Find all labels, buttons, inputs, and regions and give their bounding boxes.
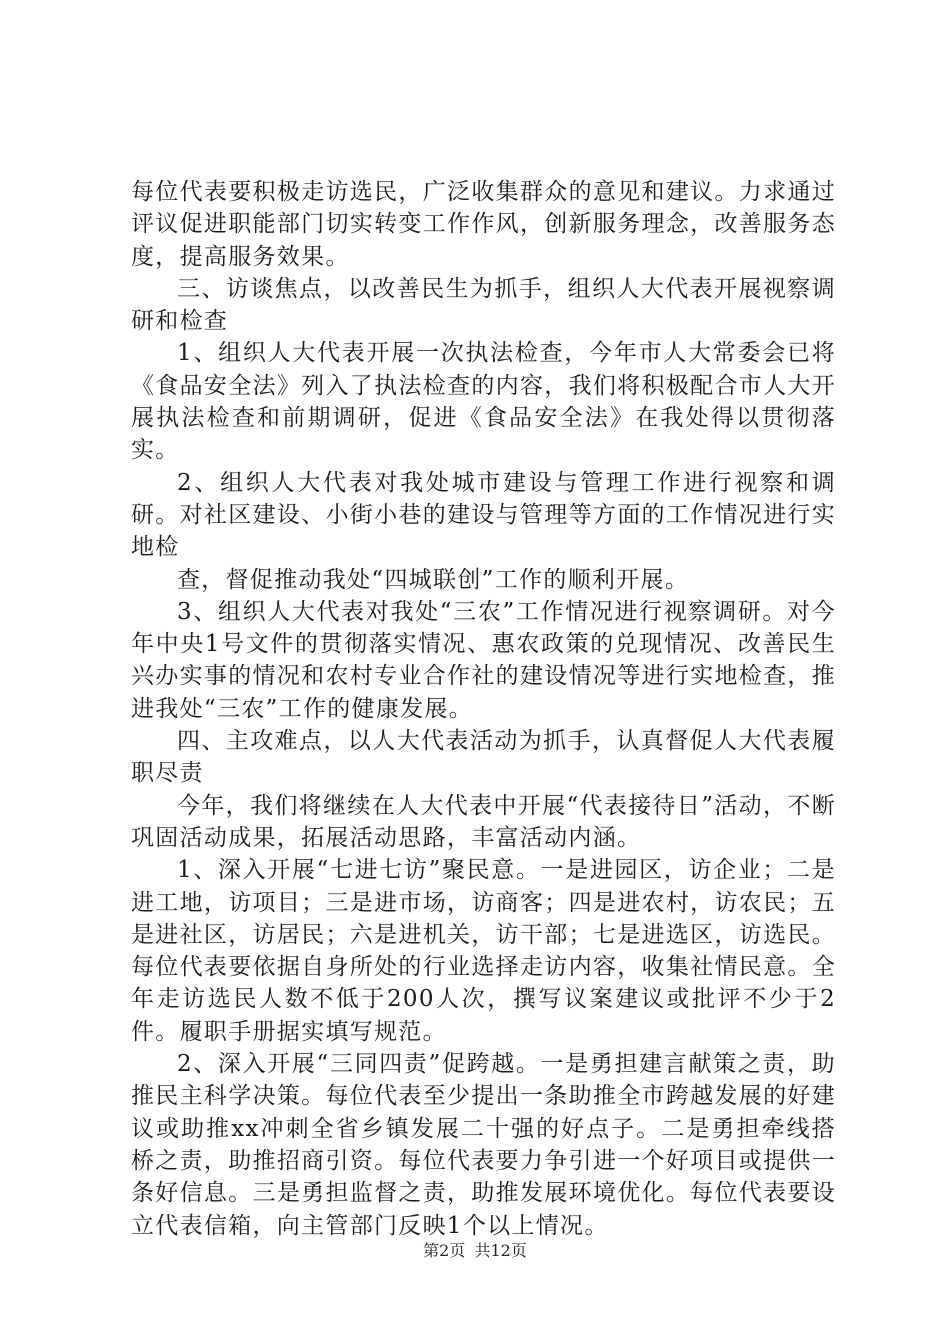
paragraph-3-3: 3、组织人大代表对我处“三农”工作情况进行视察调研。对今年中央1号文件的贯彻落实情况、惠农政策的兑现情况、改善民生兴办实事的情况和农村专业合作社的建设情况等进行实地检查，推进我处“三农”工作的健康发展。 [131, 598, 836, 722]
page-total: 共12页 [474, 1241, 527, 1260]
paragraph-4-2: 2、深入开展“三同四责”促跨越。一是勇担建言献策之责，助推民主科学决策。每位代表至少提出一条助推全市跨越发展的好建议或助推xx冲刺全省乡镇发展二十强的好点子。二是勇担牵线搭桥之责，助推招商引资。每位代表要力争引进一个好项目或提供一条好信息。三是勇担监督之责，助推发展环境优化。每位代表要设立代表信箱，向主管部门反映1个以上情况。 [131, 1051, 836, 1239]
page-footer [0, 1241, 950, 1261]
section-heading-4: 四、主攻难点，以人大代表活动为抓手，认真督促人大代表履职尽责 [131, 728, 836, 787]
paragraph-4-1: 1、深入开展“七进七访”聚民意。一是进园区，访企业；二是进工地，访项目；三是进市场，访商客；四是进农村，访农民；五是进社区，访居民；六是进机关，访干部；七是进选区，访选民。每位代表要依据自身所处的行业选择走访内容，收集社情民意。全年走访选民人数不低于200人次，撰写议案建议或批评不少于2件。履职手册据实填写规范。 [131, 857, 836, 1045]
paragraph-3-1: 1、组织人大代表开展一次执法检查，今年市人大常委会已将《食品安全法》列入了执法检查的内容，我们将积极配合市人大开展执法检查和前期调研，促进《食品安全法》在我处得以贯彻落实。 [131, 340, 836, 464]
paragraph-3-2-cont: 查，督促推动我处“四城联创”工作的顺利开展。 [177, 566, 690, 593]
paragraph-4-intro: 今年，我们将继续在人大代表中开展“代表接待日”活动，不断巩固活动成果，拓展活动思路，丰富活动内涵。 [131, 792, 836, 851]
document-body [131, 176, 836, 1242]
section-heading-3: 三、访谈焦点，以改善民生为抓手，组织人大代表开展视察调研和检查 [131, 275, 836, 335]
page-number: 第2页 [423, 1241, 466, 1260]
paragraph-1: 每位代表要积极走访选民，广泛收集群众的意见和建议。力求通过评议促进职能部门切实转变工作作风，创新服务理念，改善服务态度，提高服务效果。 [131, 179, 836, 270]
paragraph-3-2: 2、组织人大代表对我处城市建设与管理工作进行视察和调研。对社区建设、小街小巷的建设与管理等方面的工作情况进行实地检 [131, 469, 836, 561]
